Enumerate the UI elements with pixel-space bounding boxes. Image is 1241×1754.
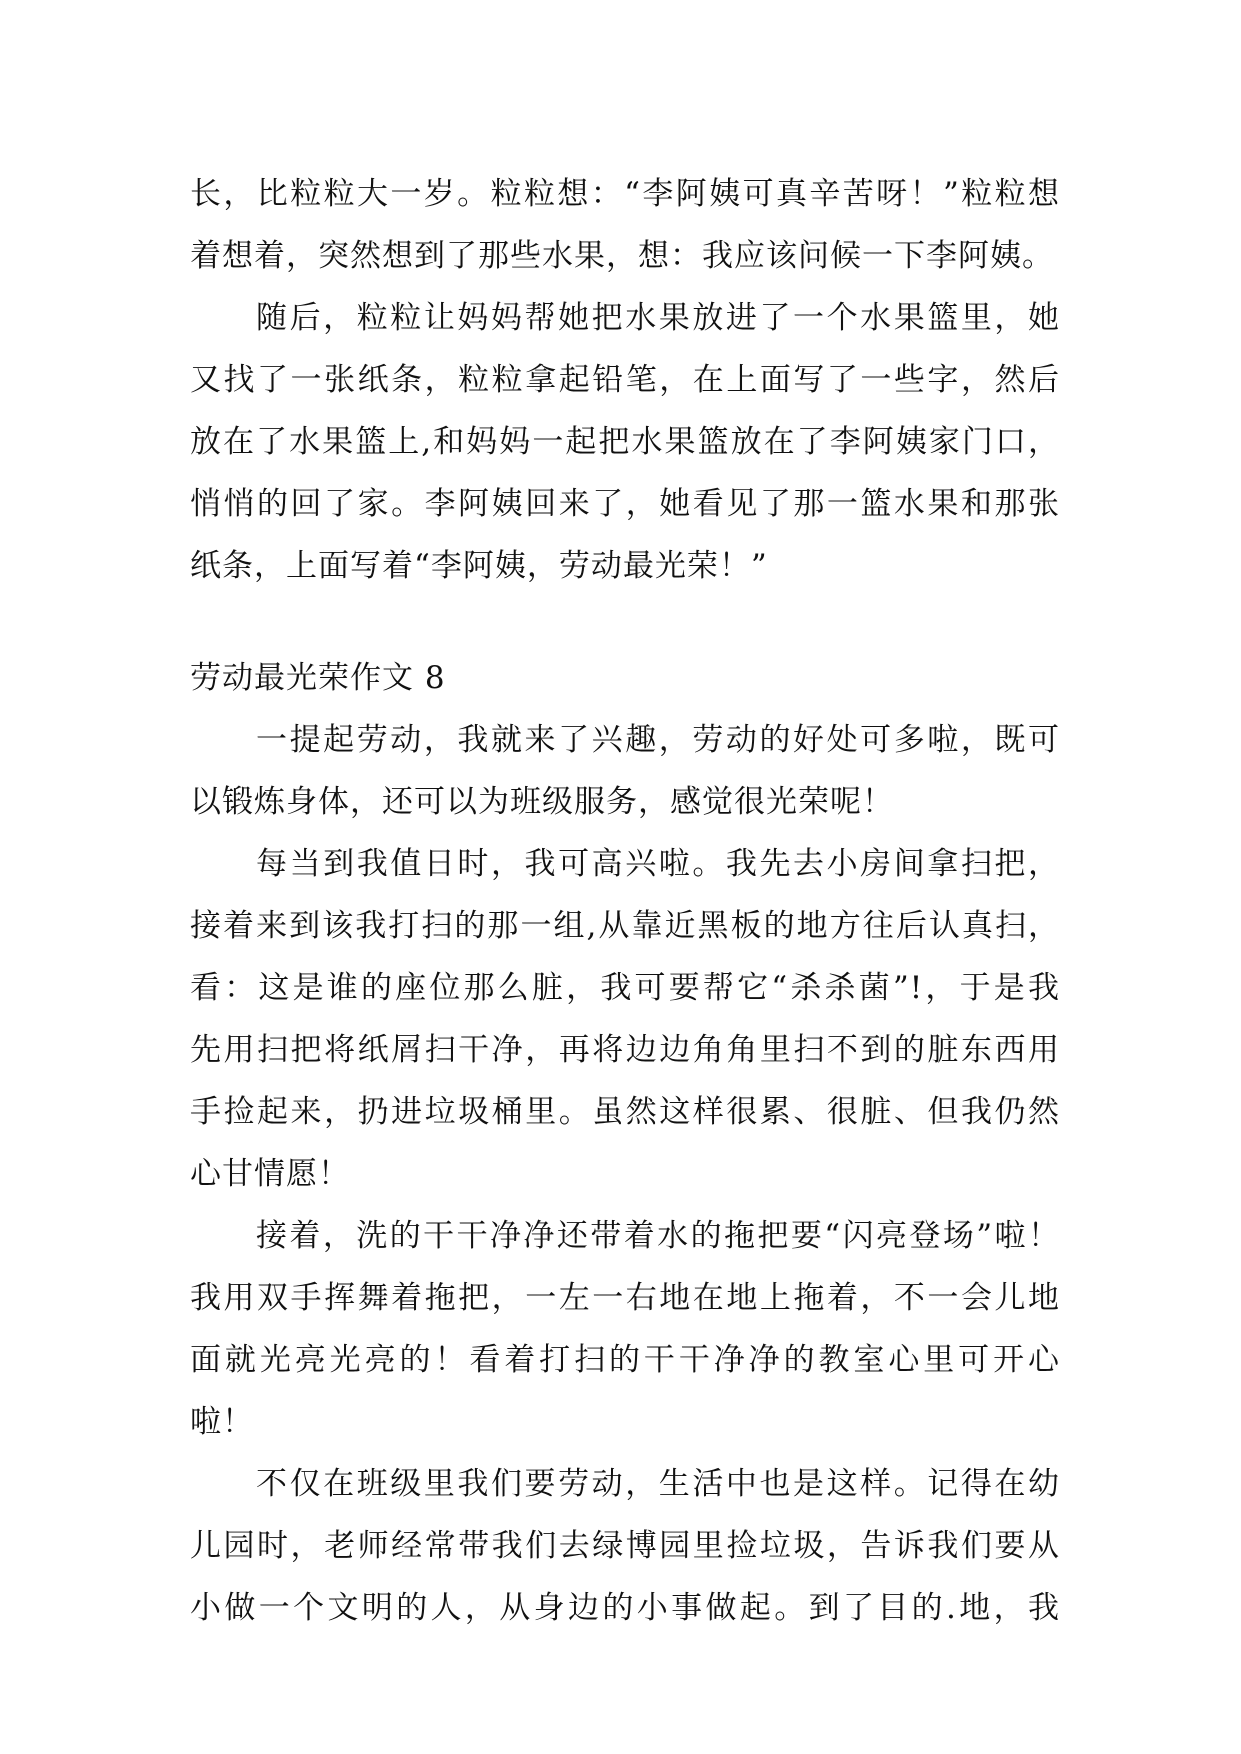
section-gap bbox=[190, 597, 1060, 647]
text-line: 不仅在班级里我们要劳动，生活中也是这样。记得在幼 bbox=[256, 1466, 1060, 1502]
text-line: 接着，洗的干干净净还带着水的拖把要“闪亮登场”啦！ bbox=[256, 1218, 1060, 1254]
paragraph bbox=[190, 1453, 1060, 1639]
text-line: 手捡起来，扔进垃圾桶里。虽然这样很累、很脏、但我仍然 bbox=[190, 1094, 1060, 1130]
text-line: 接着来到该我打扫的那一组,从靠近黑板的地方往后认真扫， bbox=[190, 908, 1060, 944]
document-body bbox=[190, 163, 1060, 1639]
text-line: 啦！ bbox=[190, 1404, 254, 1440]
text-line: 心甘情愿！ bbox=[190, 1156, 350, 1192]
text-line: 小做一个文明的人，从身边的小事做起。到了目的.地，我 bbox=[190, 1590, 1060, 1626]
paragraph bbox=[190, 833, 1060, 1205]
text-line: 放在了水果篮上,和妈妈一起把水果篮放在了李阿姨家门口， bbox=[190, 424, 1060, 460]
text-line: 着想着，突然想到了那些水果，想：我应该问候一下李阿姨。 bbox=[190, 238, 1054, 274]
text-line: 我用双手挥舞着拖把，一左一右地在地上拖着，不一会儿地 bbox=[190, 1280, 1060, 1316]
text-line: 随后，粒粒让妈妈帮她把水果放进了一个水果篮里，她 bbox=[256, 300, 1060, 336]
text-line: 每当到我值日时，我可高兴啦。我先去小房间拿扫把， bbox=[256, 846, 1060, 882]
text-line: 长，比粒粒大一岁。粒粒想：“李阿姨可真辛苦呀！”粒粒想 bbox=[190, 176, 1060, 212]
text-line: 一提起劳动，我就来了兴趣，劳动的好处可多啦，既可 bbox=[256, 722, 1060, 758]
text-line: 面就光亮光亮的！看着打扫的干干净净的教室心里可开心 bbox=[190, 1342, 1060, 1378]
text-line: 悄悄的回了家。李阿姨回来了，她看见了那一篮水果和那张 bbox=[190, 486, 1060, 522]
text-line: 纸条，上面写着“李阿姨，劳动最光荣！” bbox=[190, 548, 768, 584]
text-line: 又找了一张纸条，粒粒拿起铅笔，在上面写了一些字，然后 bbox=[190, 362, 1060, 398]
paragraph bbox=[190, 287, 1060, 597]
text-line: 以锻炼身体，还可以为班级服务，感觉很光荣呢！ bbox=[190, 784, 894, 820]
text-line: 看：这是谁的座位那么脏，我可要帮它“杀杀菌”!，于是我 bbox=[190, 970, 1060, 1006]
section-title: 劳动最光荣作文 8 bbox=[190, 660, 446, 696]
paragraph bbox=[190, 1205, 1060, 1453]
paragraph bbox=[190, 163, 1060, 287]
text-line: 儿园时，老师经常带我们去绿博园里捡垃圾，告诉我们要从 bbox=[190, 1528, 1060, 1564]
text-line: 先用扫把将纸屑扫干净，再将边边角角里扫不到的脏东西用 bbox=[190, 1032, 1060, 1068]
paragraph bbox=[190, 709, 1060, 833]
